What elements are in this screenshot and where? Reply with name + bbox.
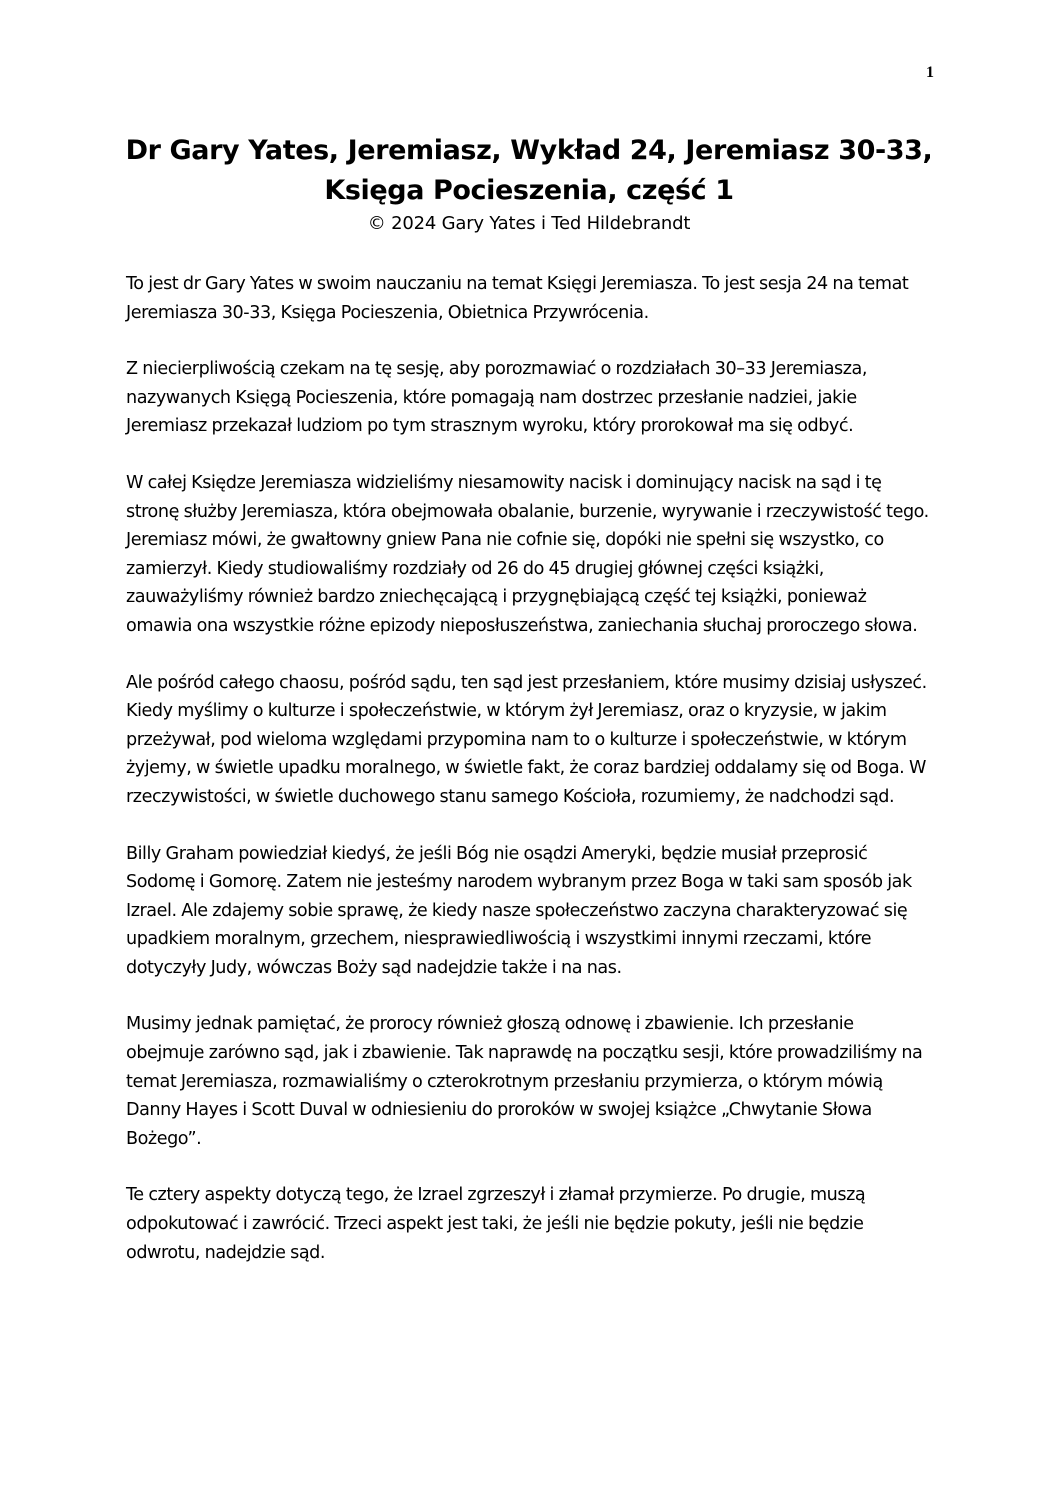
- paragraph-1: To jest dr Gary Yates w swoim nauczaniu na temat Księgi Jeremiasza. To jest sesja 24 na temat Jeremiasza 30-33, Księga Pocieszenia, Obietnica Przywrócenia.: [126, 274, 909, 323]
- paragraph-6: Musimy jednak pamiętać, że prorocy również głoszą odnowę i zbawienie. Ich przesłanie obejmuje zarówno sąd, jak i zbawienie. Tak naprawdę na początku sesji, które prowadziliśmy na temat Jeremiasza, rozmawialiśmy o czterokrotnym przesłaniu przymierza, o którym mówią Danny Hayes i Scott Duval w odniesieniu do proroków w swojej książce „Chwytanie Słowa Bożego”.: [126, 1014, 923, 1149]
- title-line-2: Księga Pocieszenia, część 1: [324, 175, 734, 206]
- copyright-notice: © 2024 Gary Yates i Ted Hildebrandt: [367, 213, 691, 234]
- paragraph-3: W całej Księdze Jeremiasza widzieliśmy niesamowity nacisk i dominujący nacisk na sąd i tę stronę służby Jeremiasza, która obejmowała obalanie, burzenie, wyrywanie i rzeczywistość tego. Jeremiasz mówi, że gwałtowny gniew Pana nie cofnie się, dopóki nie spełni się wszystko, co zamierzył. Kiedy studiowaliśmy rozdziały od 26 do 45 drugiej głównej części książki, zauważyliśmy również bardzo zniechęcającą i przygnębiającą część tej książki, ponieważ omawia ona wszystkie różne epizody nieposłuszeństwa, zaniechania słuchaj proroczego słowa.: [126, 472, 929, 636]
- paragraph-4: Ale pośród całego chaosu, pośród sądu, ten sąd jest przesłaniem, które musimy dzisiaj usłyszeć. Kiedy myślimy o kulturze i społeczeństwie, w którym żył Jeremiasz, oraz o kryzysie, w jakim przeżywał, pod wieloma względami przypomina nam to o kulturze i społeczeństwie, w którym żyjemy, w świetle upadku moralnego, w świetle fakt, że coraz bardziej oddalamy się od Boga. W rzeczywistości, w świetle duchowego stanu samego Kościoła, rozumiemy, że nadchodzi sąd.: [126, 672, 927, 807]
- paragraph-2: Z niecierpliwością czekam na tę sesję, aby porozmawiać o rozdziałach 30–33 Jeremiasza, nazywanych Księgą Pocieszenia, które pomagają nam dostrzec przesłanie nadziei, jakie Jeremiasz przekazał ludziom po tym strasznym wyroku, który prorokował ma się odbyć.: [126, 359, 868, 437]
- paragraph-7: Te cztery aspekty dotyczą tego, że Izrael zgrzeszył i złamał przymierze. Po drugie, muszą odpokutować i zawrócić. Trzeci aspekt jest taki, że jeśli nie będzie pokuty, jeśli nie będzie odwrotu, nadejdzie sąd.: [126, 1185, 866, 1263]
- document-header: [100, 131, 958, 237]
- document-title: [100, 131, 958, 211]
- document-body: [126, 270, 936, 1295]
- paragraph-5: Billy Graham powiedział kiedyś, że jeśli Bóg nie osądzi Ameryki, będzie musiał przeprosić Sodomę i Gomorę. Zatem nie jesteśmy narodem wybranym przez Boga w taki sam sposób jak Izrael. Ale zdajemy sobie sprawę, że kiedy nasze społeczeństwo zaczyna charakteryzować się upadkiem moralnym, grzechem, niesprawiedliwością i wszystkimi innymi rzeczami, które dotyczyły Judy, wówczas Boży sąd nadejdzie także i na nas.: [126, 843, 912, 978]
- title-line-1: Dr Gary Yates, Jeremiasz, Wykład 24, Jeremiasz 30-33,: [125, 135, 933, 166]
- page-number: 1: [926, 64, 934, 81]
